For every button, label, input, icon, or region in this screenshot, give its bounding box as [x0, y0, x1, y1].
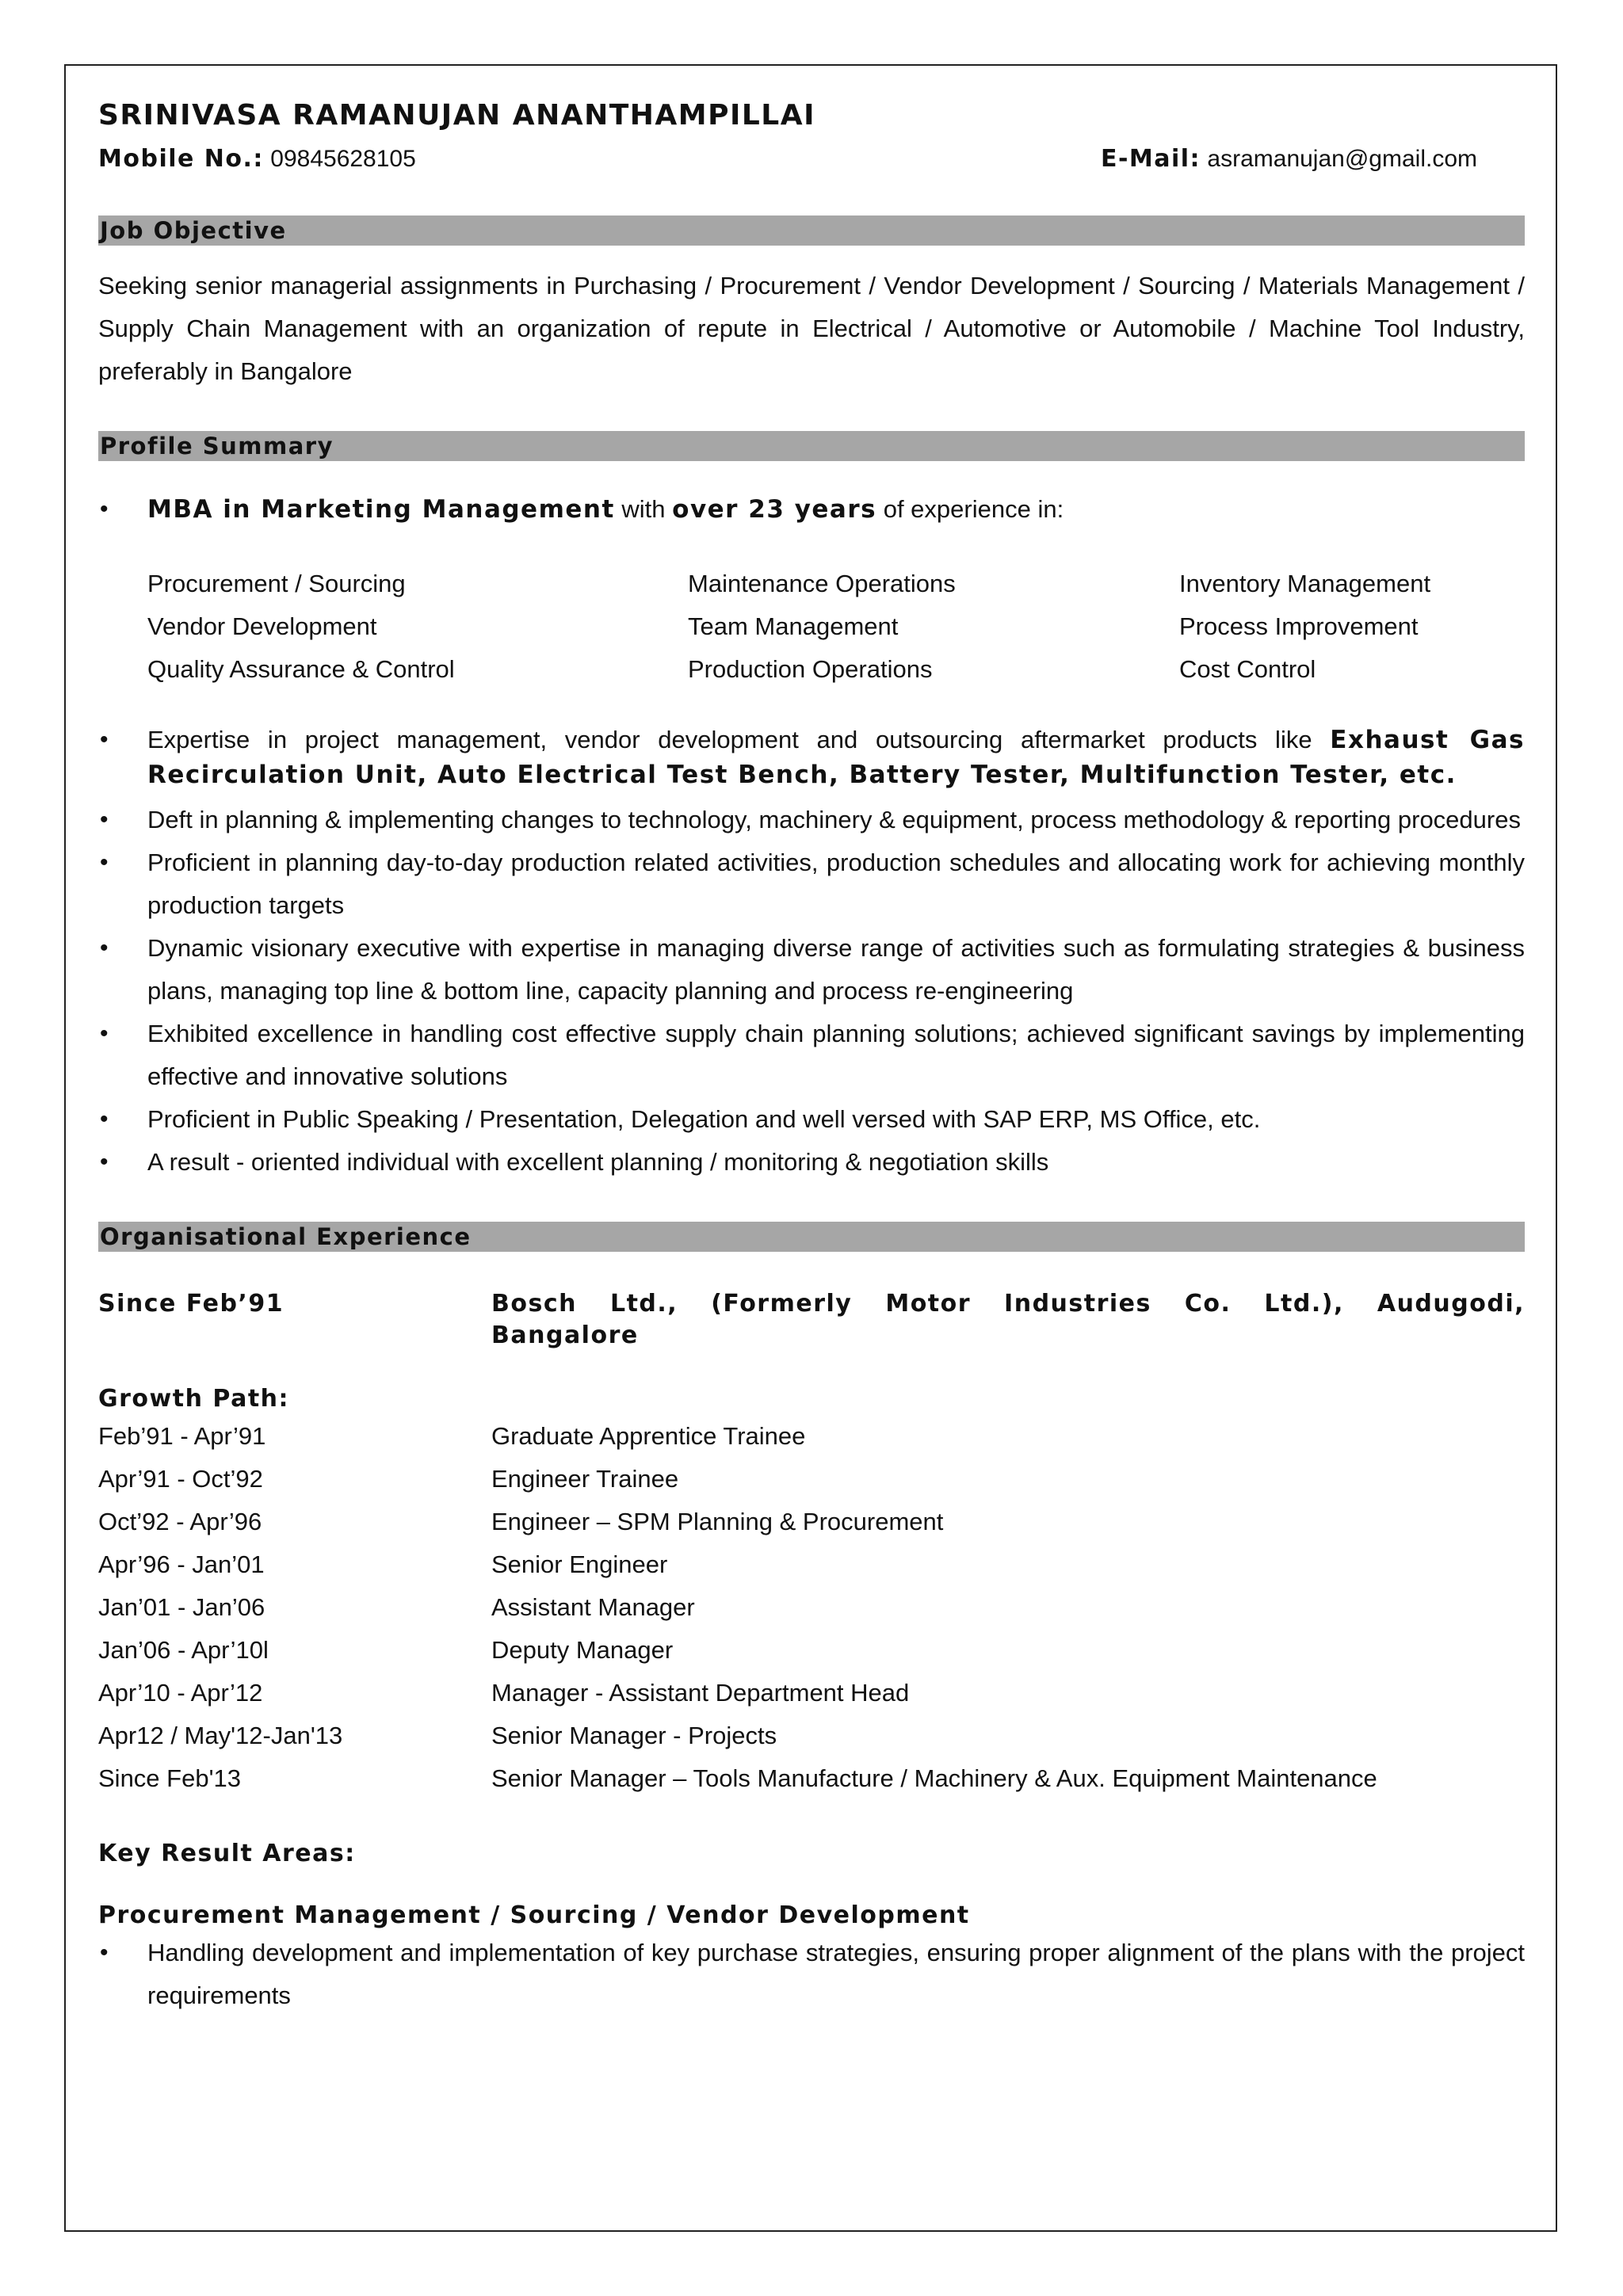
email-label: E-Mail: — [1100, 145, 1201, 173]
bullet-icon: • — [100, 849, 109, 875]
list-item — [98, 488, 1525, 531]
growth-path-table — [98, 1415, 1525, 1800]
growth-period: Since Feb'13 — [98, 1764, 241, 1792]
skill-item: Process Improvement — [1179, 612, 1419, 640]
intro-degree: MBA in Marketing Management — [147, 495, 615, 524]
growth-role: Engineer Trainee — [491, 1465, 679, 1493]
skill-item: Procurement / Sourcing — [147, 570, 406, 597]
bullet-text: Proficient in planning day-to-day production related activities, production schedules and allocating work for achieving monthly production targets — [147, 849, 1525, 919]
job-objective-text: Seeking senior managerial assignments in Purchasing / Procurement / Vendor Development / Sourcing / Materials Management / Supply Chain Management with an organization of repute in Electrical / Automotive or Automobile / Machine Tool Industry, preferably in Bangalore — [98, 272, 1525, 385]
section-profile-summary: Profile Summary — [98, 431, 1525, 461]
skill-item: Vendor Development — [147, 612, 377, 640]
skill-item: Team Management — [688, 612, 899, 640]
company-line-1: Bosch Ltd., (Formerly Motor Industries Co. Ltd.), Audugodi, — [491, 1290, 1525, 1318]
list-item — [98, 1013, 1525, 1098]
bullet-icon: • — [100, 1149, 109, 1175]
profile-intro-list — [98, 488, 1525, 531]
list-item — [98, 1098, 1525, 1141]
growth-period: Apr’96 - Jan’01 — [98, 1550, 265, 1578]
bullet-text: Deft in planning & implementing changes to technology, machinery & equipment, process methodology & reporting procedures — [147, 806, 1521, 833]
company-line-2: Bangalore — [491, 1322, 639, 1349]
growth-period: Jan’06 - Apr’10l — [98, 1636, 269, 1664]
growth-period: Feb’91 - Apr’91 — [98, 1422, 266, 1450]
skills-grid — [98, 563, 1525, 691]
mobile-info — [98, 141, 416, 177]
growth-role: Graduate Apprentice Trainee — [491, 1422, 806, 1450]
skill-item: Inventory Management — [1179, 570, 1431, 597]
profile-bullets — [98, 723, 1525, 1184]
candidate-name: SRINIVASA RAMANUJAN ANANTHAMPILLAI — [98, 99, 815, 132]
bullet-text: A result - oriented individual with excellent planning / monitoring & negotiation skills — [147, 1148, 1049, 1176]
list-item — [98, 1932, 1525, 2017]
bullet-icon: • — [100, 1106, 109, 1132]
kra-bullets — [98, 1932, 1525, 2017]
bullet-icon: • — [100, 935, 109, 961]
growth-path-title: Growth Path: — [98, 1385, 290, 1413]
growth-period: Oct’92 - Apr’96 — [98, 1508, 262, 1535]
intro-years: over 23 years — [672, 495, 877, 524]
employment-since: Since Feb’91 — [98, 1290, 285, 1318]
expertise-products: Exhaust Gas Recirculation Unit, Auto Electrical Test Bench, Battery Tester, Multifunction Tester, etc. — [147, 726, 1525, 789]
bullet-icon: • — [100, 1020, 109, 1047]
email-info — [1101, 141, 1477, 177]
experience-header — [98, 1288, 1525, 1352]
bullet-text: Handling development and implementation of key purchase strategies, ensuring proper alignment of the plans with the project requirements — [147, 1939, 1525, 2009]
bullet-icon: • — [100, 727, 109, 753]
contact-row — [98, 141, 1525, 177]
skill-item: Maintenance Operations — [688, 570, 956, 597]
intro-text-1: with — [614, 495, 673, 523]
growth-role: Assistant Manager — [491, 1593, 695, 1621]
skill-item: Cost Control — [1179, 655, 1316, 683]
resume-content — [98, 95, 1525, 2017]
growth-role: Engineer – SPM Planning & Procurement — [491, 1508, 944, 1535]
growth-role: Senior Manager - Projects — [491, 1722, 777, 1749]
bullet-text: Exhibited excellence in handling cost effective supply chain planning solutions; achieved significant savings by implementing effective and innovative solutions — [147, 1020, 1525, 1090]
key-result-areas-title: Key Result Areas: — [98, 1840, 356, 1867]
mobile-number: 09845628105 — [270, 146, 416, 172]
list-item — [98, 841, 1525, 927]
list-item — [98, 1141, 1525, 1184]
bullet-text: Proficient in Public Speaking / Presentation, Delegation and well versed with SAP ERP, MS Office, etc. — [147, 1105, 1261, 1133]
list-item — [98, 799, 1525, 841]
list-item — [98, 723, 1525, 792]
list-item — [98, 927, 1525, 1013]
growth-role: Deputy Manager — [491, 1636, 674, 1664]
bullet-icon: • — [100, 807, 109, 833]
growth-role: Manager - Assistant Department Head — [491, 1679, 910, 1707]
expertise-text: Expertise in project management, vendor development and outsourcing aftermarket products like — [147, 726, 1331, 753]
kra-subheading: Procurement Management / Sourcing / Vendor Development — [98, 1901, 970, 1929]
growth-period: Apr’91 - Oct’92 — [98, 1465, 263, 1493]
section-organisational-experience: Organisational Experience — [98, 1222, 1525, 1252]
growth-period: Apr’10 - Apr’12 — [98, 1679, 263, 1707]
company-name — [491, 1288, 1525, 1352]
growth-role: Senior Manager – Tools Manufacture / Machinery & Aux. Equipment Maintenance — [491, 1764, 1377, 1792]
growth-role: Senior Engineer — [491, 1550, 668, 1578]
skill-item: Production Operations — [688, 655, 933, 683]
growth-period: Jan’01 - Jan’06 — [98, 1593, 265, 1621]
bullet-icon: • — [100, 496, 109, 522]
growth-period: Apr12 / May'12-Jan'13 — [98, 1722, 343, 1749]
bullet-icon: • — [100, 1939, 109, 1966]
intro-text-2: of experience in: — [876, 495, 1064, 523]
bullet-text: Dynamic visionary executive with expertise in managing diverse range of activities such as formulating strategies & business plans, managing top line & bottom line, capacity planning and process re-engineering — [147, 934, 1525, 1005]
mobile-label: Mobile No.: — [98, 145, 264, 173]
email-address[interactable]: asramanujan@gmail.com — [1207, 146, 1477, 172]
section-job-objective: Job Objective — [98, 215, 1525, 246]
skill-item: Quality Assurance & Control — [147, 655, 455, 683]
